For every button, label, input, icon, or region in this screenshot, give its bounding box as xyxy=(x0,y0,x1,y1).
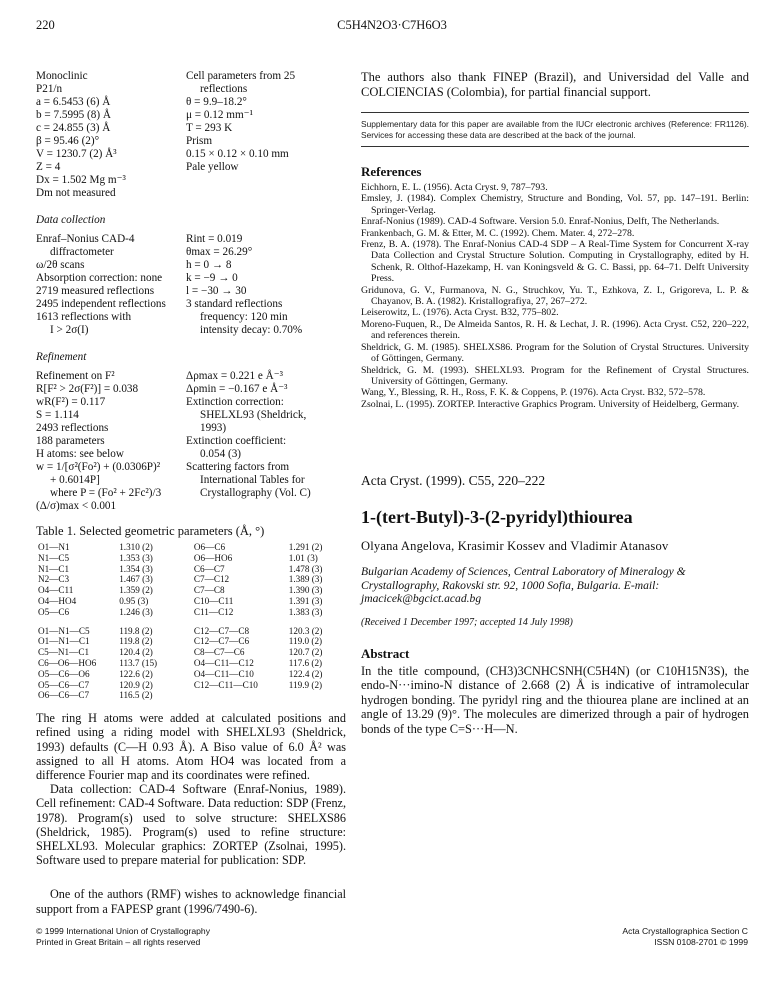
table-cell: N1—C5 xyxy=(38,552,70,563)
references-heading: References xyxy=(361,164,422,179)
param-line: 0.15 × 0.12 × 0.10 mm xyxy=(186,148,289,160)
table-cell: O1—N1—C5 xyxy=(38,625,90,636)
param-line: Extinction correction: xyxy=(186,396,284,408)
abstract-text: In the title compound, (CH3)3CNHCSNH(C5H4N) (or C10H15N3S), the endo-N···imino-N distance of 2.668 (2) Å is indicative of intramolecular hydrogen bonding. The pyridyl ring and the thiourea plane are inclined at an angle of 13.29 (9)°. The molecules are dimerized through a pair of hydrogen bonds of the type C=S···H—N. xyxy=(361,663,749,736)
table-cell: 113.7 (15) xyxy=(119,657,158,668)
table-cell: C12—C7—C6 xyxy=(193,636,250,647)
table-cell: 119.8 (2) xyxy=(119,636,153,647)
table-cell: 117.6 (2) xyxy=(288,657,323,668)
table-cell: N2—C3 xyxy=(38,574,70,585)
refinement-heading: Refinement xyxy=(36,351,87,363)
table-cell: O4—C11—C10 xyxy=(193,668,254,679)
param-line: Dx = 1.502 Mg m⁻³ xyxy=(36,174,126,186)
param-line: wR(F²) = 0.117 xyxy=(36,396,106,408)
table-cell: O4—C11 xyxy=(38,585,74,596)
param-line: a = 6.5453 (6) Å xyxy=(36,96,111,108)
next-article-authors: Olyana Angelova, Krasimir Kossev and Vladimir Atanasov xyxy=(361,539,669,554)
footer-right xyxy=(622,926,748,948)
param-line: Prism xyxy=(186,135,213,147)
param-line: 2493 reflections xyxy=(36,422,109,434)
param-line: Scattering factors from xyxy=(186,461,290,473)
table-cell: 1.353 (3) xyxy=(119,552,153,563)
table-cell: 1.354 (3) xyxy=(119,563,153,574)
journal-name: Acta Crystallographica Section C xyxy=(622,926,748,936)
table-cell: 1.310 (2) xyxy=(119,542,153,552)
reference-item: Eichhorn, E. L. (1956). Acta Cryst. 9, 787–793. xyxy=(361,182,548,193)
table-row xyxy=(36,574,336,585)
table-row xyxy=(36,542,336,553)
param-line: V = 1230.7 (2) Å³ xyxy=(36,148,117,160)
param-line: T = 293 K xyxy=(186,122,233,134)
reference-item: Sheldrick, G. M. (1993). SHELXL93. Program for the Refinement of Crystal Structures. University of Göttingen, Germany. xyxy=(361,364,749,387)
data-collection xyxy=(36,233,346,337)
param-line: Pale yellow xyxy=(186,161,239,173)
left-column xyxy=(36,70,346,916)
table-cell: C6—C7 xyxy=(193,563,225,574)
body-paragraph: One of the authors (RMF) wishes to acknowledge financial support from a FAPESP grant (1996/7490-6). xyxy=(36,887,346,916)
param-line: Cell parameters from 25 xyxy=(186,70,296,82)
copyright-line: © 1999 International Union of Crystallography xyxy=(36,926,211,936)
table-cell: 1.383 (3) xyxy=(288,606,323,617)
right-column xyxy=(361,70,749,736)
table-cell: O1—N1 xyxy=(38,542,70,552)
param-line: 2719 measured reflections xyxy=(36,285,155,297)
param-line: H atoms: see below xyxy=(36,448,124,460)
body-paragraph: Data collection: CAD-4 Software (Enraf-Nonius, 1989). Cell refinement: CAD-4 Software. Data reduction: SDP (Frenz, 1978). Program(s) used to solve structure: SHELXS86 (Sheldrick, 1985). Program(s) used to refine structure: SHELXL93. Molecular graphics: ZORTEP (Zsolnai, 1995). Software used to prepare material for publication: SDP. xyxy=(36,782,346,868)
received-dates: (Received 1 December 1997; accepted 14 July 1998) xyxy=(361,616,573,628)
table-cell: 1.478 (3) xyxy=(288,563,323,574)
param-line: l = −30 → 30 xyxy=(186,285,247,297)
param-line: Monoclinic xyxy=(36,70,88,82)
reference-item: Sheldrick, G. M. (1985). SHELXS86. Program for the Solution of Crystal Structures. University of Göttingen, Germany. xyxy=(361,341,749,365)
next-article-title: 1-(tert-Butyl)-3-(2-pyridyl)thiourea xyxy=(361,507,633,528)
param-line: Dm not measured xyxy=(36,187,116,199)
table-cell: C5—N1—C1 xyxy=(38,647,90,658)
printed-line: Printed in Great Britain – all rights reserved xyxy=(36,937,201,947)
param-line: β = 95.46 (2)° xyxy=(36,135,100,147)
table-cell: 1.389 (3) xyxy=(288,574,323,585)
param-line: c = 24.855 (3) Å xyxy=(36,122,111,134)
reference-item: Leiserowitz, L. (1976). Acta Cryst. B32, 775–802. xyxy=(361,307,559,319)
param-line: where P = (Fo² + 2Fc²)/3 xyxy=(50,487,162,499)
table-cell: 119.0 (2) xyxy=(288,636,323,647)
acknowledgement: The authors also thank FINEP (Brazil), and Universidad del Valle and COLCIENCIAS (Colombia), for partial financial support. xyxy=(361,70,749,99)
table-cell: N1—C1 xyxy=(38,563,70,574)
table-cell: 116.5 (2) xyxy=(119,690,153,701)
table-cell: C8—C7—C6 xyxy=(193,647,245,658)
param-line: Rint = 0.019 xyxy=(186,233,243,245)
table-cell: O6—C6 xyxy=(193,542,226,552)
param-line: R[F² > 2σ(F²)] = 0.038 xyxy=(36,383,139,395)
table-cell: C7—C12 xyxy=(193,574,230,585)
table-row xyxy=(36,618,336,637)
param-line: μ = 0.12 mm⁻¹ xyxy=(186,109,253,121)
param-line: Δρmin = −0.167 e Å⁻³ xyxy=(186,383,288,395)
param-line: Enraf–Nonius CAD-4 xyxy=(36,233,135,245)
table-row xyxy=(36,690,336,701)
param-line: 3 standard reflections xyxy=(186,298,283,310)
table-row xyxy=(36,585,336,596)
table-row xyxy=(36,553,336,564)
page-number: 220 xyxy=(36,18,55,32)
next-article-citation: Acta Cryst. (1999). C55, 220–222 xyxy=(361,473,546,489)
reference-item: Frenz, B. A. (1978). The Enraf-Nonius CAD-4 SDP – A Real-Time System for Concurrent X-ray Data Collection and Crystal Structure Solution. Computing in Crystallography, edited by H. Schenk, R. Olthof-Hazekamp, H. van Koningsveld & G. C. Bassi, pp. 64–71. Delft University Press. xyxy=(361,239,749,285)
table-cell: 1.291 (2) xyxy=(288,542,323,552)
references-list xyxy=(361,182,749,410)
table-cell: O5—C6 xyxy=(38,606,70,617)
table-cell: 120.7 (2) xyxy=(288,647,323,658)
table-cell: 0.95 (3) xyxy=(119,595,149,606)
table-cell: O4—HO4 xyxy=(38,595,77,606)
param-line: 1613 reflections with xyxy=(36,311,132,323)
table-cell: 119.9 (2) xyxy=(288,679,323,690)
table-row xyxy=(36,658,336,669)
refinement xyxy=(36,370,346,513)
table-cell: O6—HO6 xyxy=(193,552,233,563)
table-cell: O6—C6—C7 xyxy=(38,690,90,701)
reference-item: Zsolnai, L. (1995). ZORTEP. Interactive Graphics Program. University of Heidelberg, Germany. xyxy=(361,398,740,410)
table-cell: 1.01 (3) xyxy=(288,552,318,563)
param-line: θ = 9.9–18.2° xyxy=(186,96,247,108)
table-cell xyxy=(172,690,287,701)
param-line: reflections xyxy=(200,83,248,95)
table-cell: 1.391 (3) xyxy=(288,595,323,606)
param-line: Crystallography (Vol. C) xyxy=(200,487,311,499)
param-line: 0.054 (3) xyxy=(200,448,242,460)
table-cell: C10—C11 xyxy=(193,595,234,606)
table-cell: C12—C11—C10 xyxy=(193,679,258,690)
data-collection-heading: Data collection xyxy=(36,214,106,226)
reference-item: Gridunova, G. V., Furmanova, N. G., Struchkov, Yu. T., Ezhkova, Z. I., Grigoreva, L. P. & Chayanov, B. A. (1982). Kristallografiya, 27, 267–272. xyxy=(361,284,749,308)
param-line: b = 7.5995 (8) Å xyxy=(36,109,111,121)
param-line: Absorption correction: none xyxy=(36,272,163,284)
crystal-data xyxy=(36,70,346,200)
table-cell: O5—C6—O6 xyxy=(38,668,90,679)
table-cell: C7—C8 xyxy=(193,585,225,596)
abstract-heading: Abstract xyxy=(361,645,410,661)
page-header xyxy=(36,18,748,36)
param-line: Refinement on F² xyxy=(36,370,115,382)
table-cell: 120.3 (2) xyxy=(288,625,323,636)
param-line: Z = 4 xyxy=(36,161,61,173)
table-cell: O4—C11—C12 xyxy=(193,657,254,668)
param-line: frequency: 120 min xyxy=(200,311,288,323)
reference-item: Wang, Y., Blessing, R. H., Ross, F. K. & Coppens, P. (1976). Acta Cryst. B32, 572–578. xyxy=(361,387,706,399)
reference-item: Moreno-Fuquen, R., De Almeida Santos, R. H. & Lechat, J. R. (1996). Acta Cryst. C52, 220–222, and references therein. xyxy=(361,318,749,342)
param-line: h = 0 → 8 xyxy=(186,259,232,271)
table-cell: C6—O6—HO6 xyxy=(38,657,97,668)
table-cell: C11—C12 xyxy=(193,606,234,617)
param-line: diffractometer xyxy=(50,246,114,258)
reference-item: Frankenbach, G. M. & Etter, M. C. (1992). Chem. Mater. 4, 272–278. xyxy=(361,227,635,239)
table-cell: 1.467 (3) xyxy=(119,574,153,585)
supplementary-note: Supplementary data for this paper are available from the IUCr electronic archives (Reference: FR1126). Services for accessing these data are described at the back of the journal. xyxy=(361,112,749,147)
param-line: intensity decay: 0.70% xyxy=(200,324,303,336)
param-line: k = −9 → 0 xyxy=(186,272,238,284)
param-line: θmax = 26.29° xyxy=(186,246,253,258)
table-cell: 120.9 (2) xyxy=(119,679,153,690)
table-cell: 1.246 (3) xyxy=(119,606,153,617)
table-row xyxy=(36,596,336,607)
table-row xyxy=(36,669,336,680)
table-row xyxy=(36,607,336,618)
issn-line: ISSN 0108-2701 © 1999 xyxy=(654,937,748,947)
param-line: International Tables for xyxy=(200,474,305,486)
table-row xyxy=(36,680,336,691)
table-cell: C12—C7—C8 xyxy=(193,625,250,636)
next-article-affiliation: Bulgarian Academy of Sciences, Central Laboratory of Mineralogy & Crystallography, Rakovski str. 92, 1000 Sofia, Bulgaria. E-mail: jmacicek@bgcict.acad.bg xyxy=(361,565,686,606)
param-line: 2495 independent reflections xyxy=(36,298,166,310)
param-line: S = 1.114 xyxy=(36,409,79,421)
footer-left xyxy=(36,926,210,948)
table-row xyxy=(36,564,336,575)
table-cell xyxy=(287,690,336,701)
table-cell: 119.8 (2) xyxy=(119,625,153,636)
body-paragraph: The ring H atoms were added at calculated positions and refined using a riding model with SHELXL93 (Sheldrick, 1993) defaults (C—H 0.93 Å). A Biso value of 6.0 Å² was assigned to all H atoms. Atom HO4 was located from a difference Fourier map and its coordinates were refined. xyxy=(36,711,346,782)
param-line: + 0.6014P] xyxy=(50,474,100,486)
table-cell: 1.359 (2) xyxy=(119,585,153,596)
param-line: 188 parameters xyxy=(36,435,105,447)
geometric-table xyxy=(36,542,336,701)
param-line: (Δ/σ)max < 0.001 xyxy=(36,500,117,512)
table-cell: 1.390 (3) xyxy=(288,585,323,596)
table-cell: 120.4 (2) xyxy=(119,647,153,658)
table-cell: 122.4 (2) xyxy=(288,668,323,679)
param-line: ω/2θ scans xyxy=(36,259,85,271)
table-cell: O1—N1—C1 xyxy=(38,636,90,647)
param-line: I > 2σ(I) xyxy=(50,324,89,336)
reference-item: Emsley, J. (1984). Complex Chemistry, Structure and Bonding, Vol. 57, pp. 147–191. Berlin: Springer-Verlag. xyxy=(361,193,749,216)
running-title: C5H4N2O3·C7H6O3 xyxy=(337,18,447,32)
param-line: P21/n xyxy=(36,83,63,95)
table-row xyxy=(36,647,336,658)
table-caption: Table 1. Selected geometric parameters (Å, °) xyxy=(36,524,265,538)
param-line: w = 1/[σ²(Fo²) + (0.0306P)² xyxy=(36,461,161,473)
param-line: SHELXL93 (Sheldrick, xyxy=(200,409,307,421)
reference-item: Enraf-Nonius (1989). CAD-4 Software. Version 5.0. Enraf-Nonius, Delft, The Netherlands. xyxy=(361,216,720,228)
table-cell: O5—C6—C7 xyxy=(38,679,90,690)
param-line: Δρmax = 0.221 e Å⁻³ xyxy=(186,370,284,382)
table-cell: 122.6 (2) xyxy=(119,668,153,679)
param-line: Extinction coefficient: xyxy=(186,435,287,447)
table-row xyxy=(36,636,336,647)
param-line: 1993) xyxy=(200,422,227,434)
